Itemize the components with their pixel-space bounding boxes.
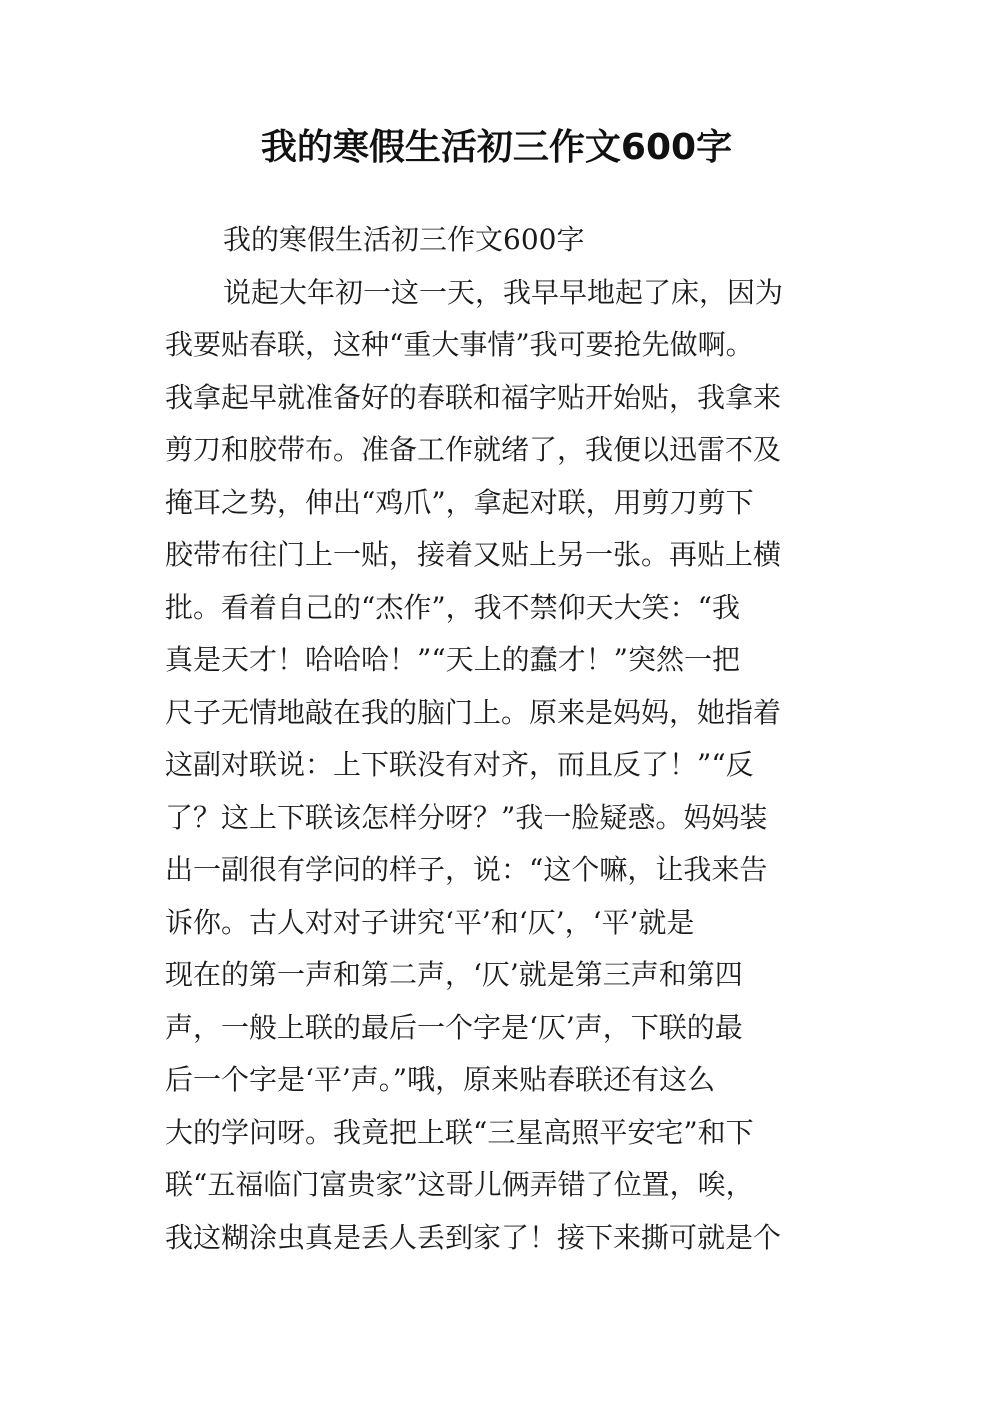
- article-body: [165, 214, 830, 1264]
- paragraph-line: 真是天才！哈哈哈！”“天上的蠢才！”突然一把: [165, 643, 740, 676]
- page-title: 我的寒假生活初三作文600字: [260, 127, 733, 168]
- paragraph-line: 大的学问呀。我竟把上联“三星高照平安宅”和下: [165, 1115, 754, 1149]
- paragraph-line: 声，一般上联的最后一个字是‘仄’声，下联的最: [165, 1010, 743, 1044]
- paragraph-line: 这副对联说：上下联没有对齐，而且反了！”“反: [165, 748, 754, 781]
- paragraph-line: 现在的第一声和第二声，‘仄’就是第三声和第四: [165, 958, 743, 991]
- paragraph-line: 尺子无情地敲在我的脑门上。原来是妈妈，她指着: [165, 695, 782, 729]
- paragraph-line: 我拿起早就准备好的春联和福字贴开始贴，我拿来: [165, 380, 782, 414]
- paragraph-line: 说起大年初一这一天，我早早地起了床，因为: [223, 275, 784, 309]
- paragraph-line: 掩耳之势，伸出“鸡爪”，拿起对联，用剪刀剪下: [165, 485, 754, 519]
- paragraph-line: 我要贴春联，这种“重大事情”我可要抢先做啊。: [165, 328, 754, 361]
- paragraph-line: 后一个字是‘平’声。”哦，原来贴春联还有这么: [165, 1063, 716, 1096]
- paragraph-line: 批。看着自己的“杰作”，我不禁仰天大笑：“我: [165, 590, 740, 624]
- paragraph-line: 剪刀和胶带布。准备工作就绪了，我便以迅雷不及: [165, 433, 782, 466]
- paragraph-line: 我这糊涂虫真是丢人丢到家了！接下来撕可就是个: [165, 1220, 782, 1254]
- paragraph-line: 出一副很有学问的样子，说：“这个嘛，让我来告: [165, 853, 768, 886]
- paragraph-line: 胶带布往门上一贴，接着又贴上另一张。再贴上横: [165, 538, 782, 571]
- paragraph-line: 联“五福临门富贵家”这哥儿俩弄错了位置，唉，: [165, 1168, 754, 1201]
- paragraph-line: 诉你。古人对对子讲究‘平’和‘仄’，‘平’就是: [165, 905, 695, 939]
- paragraph-line: 了？这上下联该怎样分呀？”我一脸疑惑。妈妈装: [165, 800, 768, 834]
- subtitle-line: 我的寒假生活初三作文600字: [223, 223, 585, 256]
